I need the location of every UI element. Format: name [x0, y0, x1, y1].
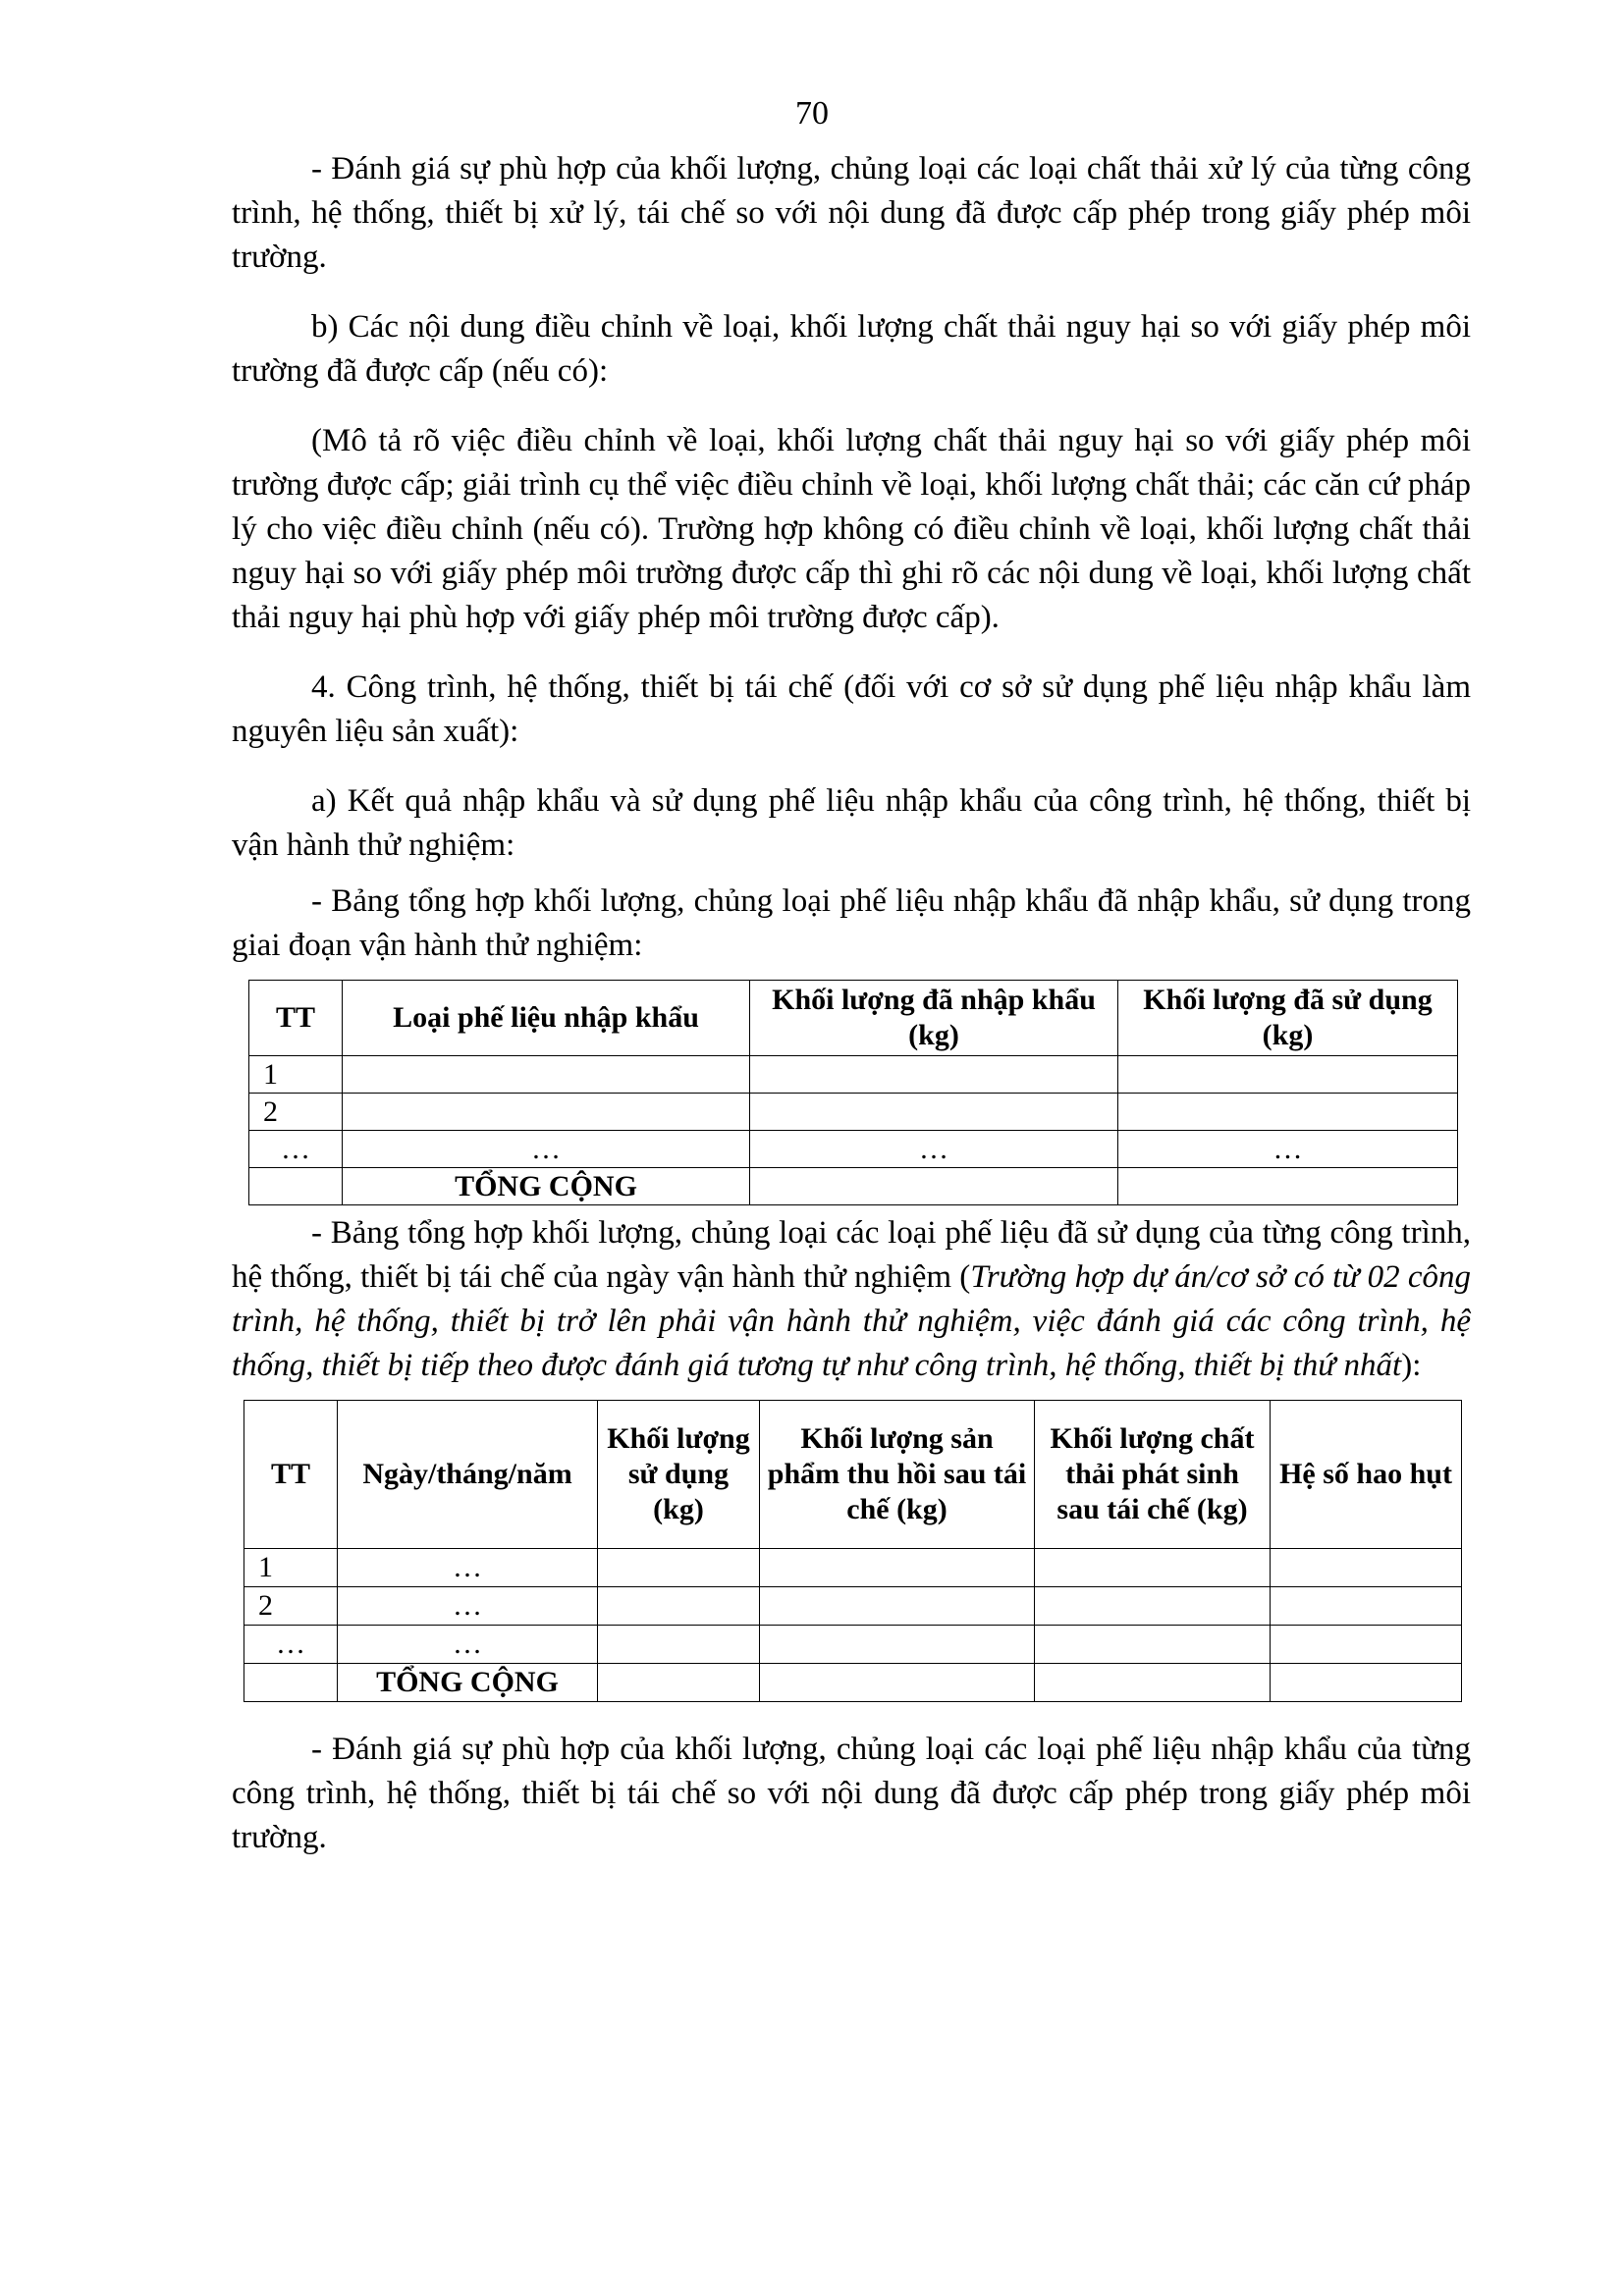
table-header-row: [249, 981, 1458, 1056]
cell-tt: …: [249, 1131, 343, 1168]
table-total-row: [249, 1168, 1458, 1205]
cell: [750, 1168, 1118, 1205]
cell: [750, 1094, 1118, 1131]
recycling-usage-table: [244, 1400, 1462, 1702]
cell: [1035, 1626, 1271, 1664]
paragraph-table2-intro-text: - Bảng tổng hợp khối lượng, chủng loại các loại phế liệu đã sử dụng của từng công trình, hệ thống, thiết bị tái chế của ngày vận hành thử nghiệm (: [232, 1215, 1471, 1295]
cell: [1035, 1664, 1271, 1702]
table-header-row: [244, 1401, 1462, 1549]
cell: [760, 1664, 1035, 1702]
cell: [598, 1587, 760, 1626]
total-label: TỔNG CỘNG: [343, 1168, 750, 1205]
paragraph-evaluate-waste: - Đánh giá sự phù hợp của khối lượng, chủng loại các loại chất thải xử lý của từng công trình, hệ thống, thiết bị xử lý, tái chế so với nội dung đã được cấp phép trong giấy phép môi trường.: [232, 151, 1471, 275]
table-row: [249, 1131, 1458, 1168]
cell: [750, 1056, 1118, 1094]
header-imported-mass: Khối lượng đã nhập khẩu (kg): [750, 981, 1118, 1056]
cell: [760, 1626, 1035, 1664]
paragraph-table2-intro: [232, 1211, 1471, 1388]
cell: [1271, 1664, 1462, 1702]
document-body: [232, 147, 1471, 1860]
page-number: 70: [795, 95, 829, 132]
cell-date: …: [338, 1549, 598, 1587]
cell-date: …: [338, 1626, 598, 1664]
header-used-mass: Khối lượng sử dụng (kg): [598, 1401, 760, 1549]
header-used-mass: Khối lượng đã sử dụng (kg): [1118, 981, 1458, 1056]
cell-tt: 1: [249, 1056, 343, 1094]
table-total-row: [244, 1664, 1462, 1702]
header-tt: TT: [249, 981, 343, 1056]
cell: [1118, 1168, 1458, 1205]
paragraph-table1-intro: - Bảng tổng hợp khối lượng, chủng loại phế liệu nhập khẩu đã nhập khẩu, sử dụng trong giai đoạn vận hành thử nghiệm:: [232, 883, 1471, 963]
table-row: [244, 1626, 1462, 1664]
table-row: [249, 1056, 1458, 1094]
cell: [1271, 1549, 1462, 1587]
cell: [760, 1587, 1035, 1626]
cell: [244, 1664, 338, 1702]
paragraph-adjustments: b) Các nội dung điều chỉnh về loại, khối lượng chất thải nguy hại so với giấy phép môi trường đã được cấp (nếu có):: [232, 309, 1471, 389]
cell: [598, 1626, 760, 1664]
cell: [343, 1094, 750, 1131]
imported-scrap-table: [248, 980, 1458, 1205]
cell: [1035, 1549, 1271, 1587]
header-date: Ngày/tháng/năm: [338, 1401, 598, 1549]
total-label: TỔNG CỘNG: [338, 1664, 598, 1702]
cell-date: …: [338, 1587, 598, 1626]
cell-tt: …: [244, 1626, 338, 1664]
header-scrap-type: Loại phế liệu nhập khẩu: [343, 981, 750, 1056]
cell: [249, 1168, 343, 1205]
section-heading-recycling: 4. Công trình, hệ thống, thiết bị tái chế (đối với cơ sở sử dụng phế liệu nhập khẩu làm nguyên liệu sản xuất):: [232, 669, 1471, 749]
paragraph-adjustment-description: (Mô tả rõ việc điều chỉnh về loại, khối lượng chất thải nguy hại so với giấy phép môi trường được cấp; giải trình cụ thể việc điều chỉnh về loại, khối lượng chất thải; các căn cứ pháp lý cho việc điều chỉnh (nếu có). Trường hợp không có điều chỉnh về loại, khối lượng chất thải nguy hại so với giấy phép môi trường được cấp thì ghi rõ các nội dung về loại, khối lượng chất thải nguy hại phù hợp với giấy phép môi trường được cấp).: [232, 423, 1471, 635]
cell: …: [750, 1131, 1118, 1168]
paragraph-import-results: a) Kết quả nhập khẩu và sử dụng phế liệu nhập khẩu của công trình, hệ thống, thiết bị vận hành thử nghiệm:: [232, 783, 1471, 863]
table-row: [244, 1549, 1462, 1587]
header-recovered-mass: Khối lượng sản phẩm thu hồi sau tái chế (kg): [760, 1401, 1035, 1549]
paragraph-evaluate-scrap: - Đánh giá sự phù hợp của khối lượng, chủng loại các loại phế liệu nhập khẩu của từng công trình, hệ thống, thiết bị tái chế so với nội dung đã được cấp phép trong giấy phép môi trường.: [232, 1732, 1471, 1855]
cell: [598, 1664, 760, 1702]
cell-tt: 1: [244, 1549, 338, 1587]
paragraph-table2-intro-italic: Trường hợp dự án/cơ sở có từ 02 công trình, hệ thống, thiết bị trở lên phải vận hành thử nghiệm, việc đánh giá các công trình, hệ thống, thiết bị tiếp theo được đánh giá tương tự như công trình, hệ thống, thiết bị thứ nhất: [232, 1259, 1471, 1383]
paragraph-table2-intro-end: ):: [1401, 1348, 1422, 1383]
header-tt: TT: [244, 1401, 338, 1549]
table-row: [244, 1587, 1462, 1626]
cell: [1271, 1626, 1462, 1664]
header-loss-factor: Hệ số hao hụt: [1271, 1401, 1462, 1549]
cell: [343, 1056, 750, 1094]
cell-tt: 2: [244, 1587, 338, 1626]
cell: [598, 1549, 760, 1587]
cell: [760, 1549, 1035, 1587]
cell: …: [1118, 1131, 1458, 1168]
cell: …: [343, 1131, 750, 1168]
cell: [1035, 1587, 1271, 1626]
cell: [1271, 1587, 1462, 1626]
header-waste-mass: Khối lượng chất thải phát sinh sau tái chế (kg): [1035, 1401, 1271, 1549]
cell-tt: 2: [249, 1094, 343, 1131]
table-row: [249, 1094, 1458, 1131]
cell: [1118, 1056, 1458, 1094]
cell: [1118, 1094, 1458, 1131]
